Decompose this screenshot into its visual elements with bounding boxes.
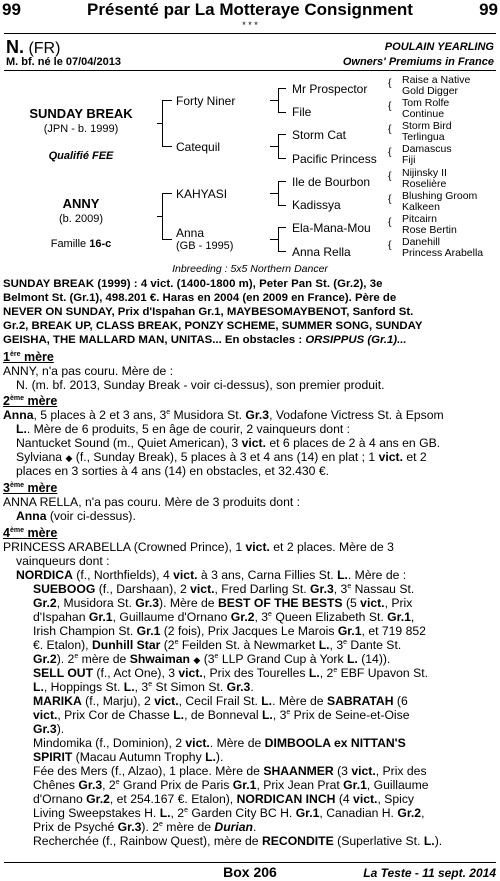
top-rule [4, 33, 496, 34]
owners-premium: Owners' Premiums in France [342, 56, 494, 68]
dam-name: ANNY [62, 196, 100, 211]
sire-grand-2: File [292, 105, 312, 119]
header-rule [4, 70, 496, 71]
m2-line-5: places en 3 sorties à 4 ans (14) en obstacles, et 32.430 €. [16, 464, 330, 478]
sire-text-3: NEVER ON SUNDAY, Prix d'Ispahan Gr.1, MAYBESOMAYBENOT, Sanford St. [3, 306, 414, 318]
m4-line-13: vict., Prix Cor de Chasse L., de Bonneval L., 3e Prix de Seine-et-Oise [33, 708, 410, 722]
m4-line-9: Gr.2). 2e mère de Shwaiman ◆ (3e LLP Grand Cup à York L. (14)). [33, 652, 391, 666]
sire-grand-4: Pacific Princess [292, 152, 377, 166]
dam-grand-2: Kadissya [292, 198, 341, 212]
m4-line-10: SELL OUT (f., Act One), 3 vict., Prix des Tourelles L., 2e EBF Upavon St. [33, 666, 428, 680]
dam-great-3: Blushing Groom [402, 190, 478, 202]
m4-line-16: SPIRIT (Macau Autumn Trophy L.). [33, 750, 224, 764]
sire-great-5: Storm Bird [402, 120, 452, 132]
dam-brace-3: { [388, 216, 392, 228]
sire-sire: Forty Niner [176, 94, 236, 108]
section-3-label: 3ème mère [3, 481, 58, 495]
page-title: Présenté par La Motteraye Consignment [87, 0, 413, 19]
sire-text-5: GEISHA, THE MALLARD MAN, UNITAS... En obstacles : ORSIPPUS (Gr.1)... [3, 334, 407, 346]
place-date: La Teste - 11 sept. 2014 [363, 866, 496, 880]
m2-line-3: Nantucket Sound (m., Quiet American), 3 vict. et 6 places de 2 à 4 ans en GB. [16, 436, 441, 450]
sire-brace-2: { [388, 100, 392, 112]
m4-line-14: Gr.3). [33, 722, 65, 736]
sire-great-3: Tom Rolfe [402, 97, 450, 109]
m2-line-2: L.. Mère de 6 produits, 5 en âge de courir, 2 vainqueurs dont : [16, 422, 351, 436]
dam-famille: Famille 16-c [50, 238, 112, 250]
m3-line-1: ANNA RELLA, n'a pas couru. Mère de 3 produits dont : [3, 495, 301, 509]
dam-grand-4: Anna Rella [292, 245, 351, 259]
m4-line-6: d'Ispahan Gr.1, Guillaume d'Ornano Gr.2, 3e Queen Elizabeth St. Gr.1, [33, 610, 415, 624]
dam-great-1: Nijinsky II [402, 167, 447, 179]
sire-grand-1: Mr Prospector [292, 82, 368, 96]
m4-line-22: Recherchée (f., Rainbow Quest), mère de RECONDITE (Superlative St. L.). [33, 834, 443, 848]
sire-info: (JPN - b. 1999) [43, 123, 119, 135]
sire-text-2: Belmont St. (Gr.1), 498.201 €. Haras en 2004 (en 2009 en France). Père de [3, 292, 397, 304]
sire-note: Qualifié FEE [48, 150, 114, 162]
sire-great-2: Gold Digger [402, 85, 459, 97]
m4-line-7: Irish Champion St. Gr.1 (2 fois), Prix Jacques Le Marois Gr.1, et 719 852 [33, 624, 426, 638]
m2-line-4: Sylviana ◆ (f., Sunday Break), 5 places à 3 et 4 ans (14) en plat ; 1 vict. et 2 [16, 450, 427, 464]
m4-line-11: L., Hoppings St. L., 3e St Simon St. Gr.3. [33, 680, 254, 694]
dam-brace-4: { [388, 239, 392, 251]
dam-great-5: Pitcairn [402, 213, 438, 225]
dam-brace-2: { [388, 193, 392, 205]
sire-great-4: Continue [402, 108, 445, 120]
m3-line-2: Anna (voir ci-dessus). [16, 509, 136, 523]
inbreeding: Inbreeding : 5x5 Northern Dancer [172, 263, 328, 275]
dam-brace-1: { [388, 170, 392, 182]
sire-dam: Catequil [176, 140, 221, 154]
m4-line-20: Living Sweepstakes H. L., 2e Garden City BC H. Gr.1, Canadian H. Gr.2, [33, 806, 425, 820]
horse-name: N. (FR) [6, 37, 61, 57]
m4-line-15: Mindomika (f., Dominion), 2 vict.. Mère de DIMBOOLA ex NITTAN'S [33, 736, 406, 750]
m4-line-4: SUEBOOG (f., Darshaan), 2 vict., Fred Darling St. Gr.3, 3e Nassau St. [33, 582, 415, 596]
sire-grand-3: Storm Cat [292, 128, 347, 142]
m1-line-1: ANNY, n'a pas couru. Mère de : [3, 364, 174, 378]
sire-great-7: Damascus [402, 143, 452, 155]
dam-great-8: Princess Arabella [402, 247, 484, 259]
sire-text-1: SUNDAY BREAK (1999) : 4 vict. (1400-1800 m), Peter Pan St. (Gr.2), 3e [3, 278, 383, 290]
dam-dam-info: (GB - 1995) [176, 240, 234, 252]
dam-great-7: Danehill [402, 236, 440, 248]
footer-rule [4, 862, 496, 863]
m4-line-2: vainqueurs dont : [16, 554, 110, 568]
m4-line-1: PRINCESS ARABELLA (Crowned Prince), 1 vict. et 2 places. Mère de 3 [3, 540, 394, 554]
dam-info: (b. 2009) [58, 213, 104, 225]
sire-brace-1: { [388, 77, 392, 89]
sire-great-8: Fiji [402, 154, 416, 166]
box-number: Box 206 [223, 864, 277, 880]
m2-line-1: Anna, 5 places à 2 et 3 ans, 3e Musidora St. Gr.3, Vodafone Victress St. à Epsom [3, 408, 444, 422]
sire-great-6: Terlingua [402, 131, 445, 143]
dam-great-4: Kalkeen [402, 201, 440, 213]
horse-category: POULAIN YEARLING [384, 41, 494, 53]
sire-name: SUNDAY BREAK [29, 106, 133, 121]
section-1-label: 1ère mère [3, 350, 54, 364]
m4-line-17: Fée des Mers (f., Alzao), 1 place. Mère de SHAANMER (3 vict., Prix des [33, 764, 427, 778]
sire-great-1: Raise a Native [402, 74, 471, 86]
sire-brace-3: { [388, 123, 392, 135]
page-number-left: 99 [2, 0, 21, 19]
m1-line-2: N. (m. bf. 2013, Sunday Break - voir ci-dessus), son premier produit. [16, 378, 385, 392]
m4-line-8: €. Etalon), Dunhill Star (2e Feilden St. à Newmarket L., 3e Dante St. [33, 638, 402, 652]
dam-grand-3: Ela-Mana-Mou [292, 221, 371, 235]
sire-text-4: Gr.2, BREAK UP, CLASS BREAK, PONZY SCHEME, SUMMER SONG, SUNDAY [3, 320, 423, 332]
m4-line-5: Gr.2, Musidora St. Gr.3). Mère de BEST OF THE BESTS (5 vict., Prix [33, 596, 413, 610]
m4-line-3: NORDICA (f., Northfields), 4 vict. à 3 ans, Carna Fillies St. L.. Mère de : [16, 568, 407, 582]
section-2-label: 2ème mère [3, 394, 58, 408]
dam-sire: KAHYASI [176, 187, 228, 201]
m4-line-18: Chênes Gr.3, 2e Grand Prix de Paris Gr.1, Prix Jean Prat Gr.1, Guillaume [33, 778, 429, 792]
horse-description: M. bf. né le 07/04/2013 [6, 56, 121, 68]
section-4-label: 4ème mère [3, 526, 58, 540]
page-number-right: 99 [479, 0, 498, 19]
dam-dam: Anna [176, 226, 205, 240]
m4-line-12: MARIKA (f., Marju), 2 vict., Cecil Frail St. L.. Mère de SABRATAH (6 [33, 694, 408, 708]
sire-brace-4: { [388, 146, 392, 158]
m4-line-19: d'Ornano Gr.2, et 254.167 €. Etalon), NORDICAN INCH (4 vict., Spicy [33, 792, 415, 806]
dam-great-6: Rose Bertin [402, 224, 457, 236]
header-stars: * * * [242, 20, 258, 30]
m4-line-21: Prix de Psyché Gr.3). 2e mère de Durian. [33, 820, 257, 834]
dam-grand-1: Ile de Bourbon [292, 175, 371, 189]
dam-great-2: Roselière [402, 178, 447, 190]
